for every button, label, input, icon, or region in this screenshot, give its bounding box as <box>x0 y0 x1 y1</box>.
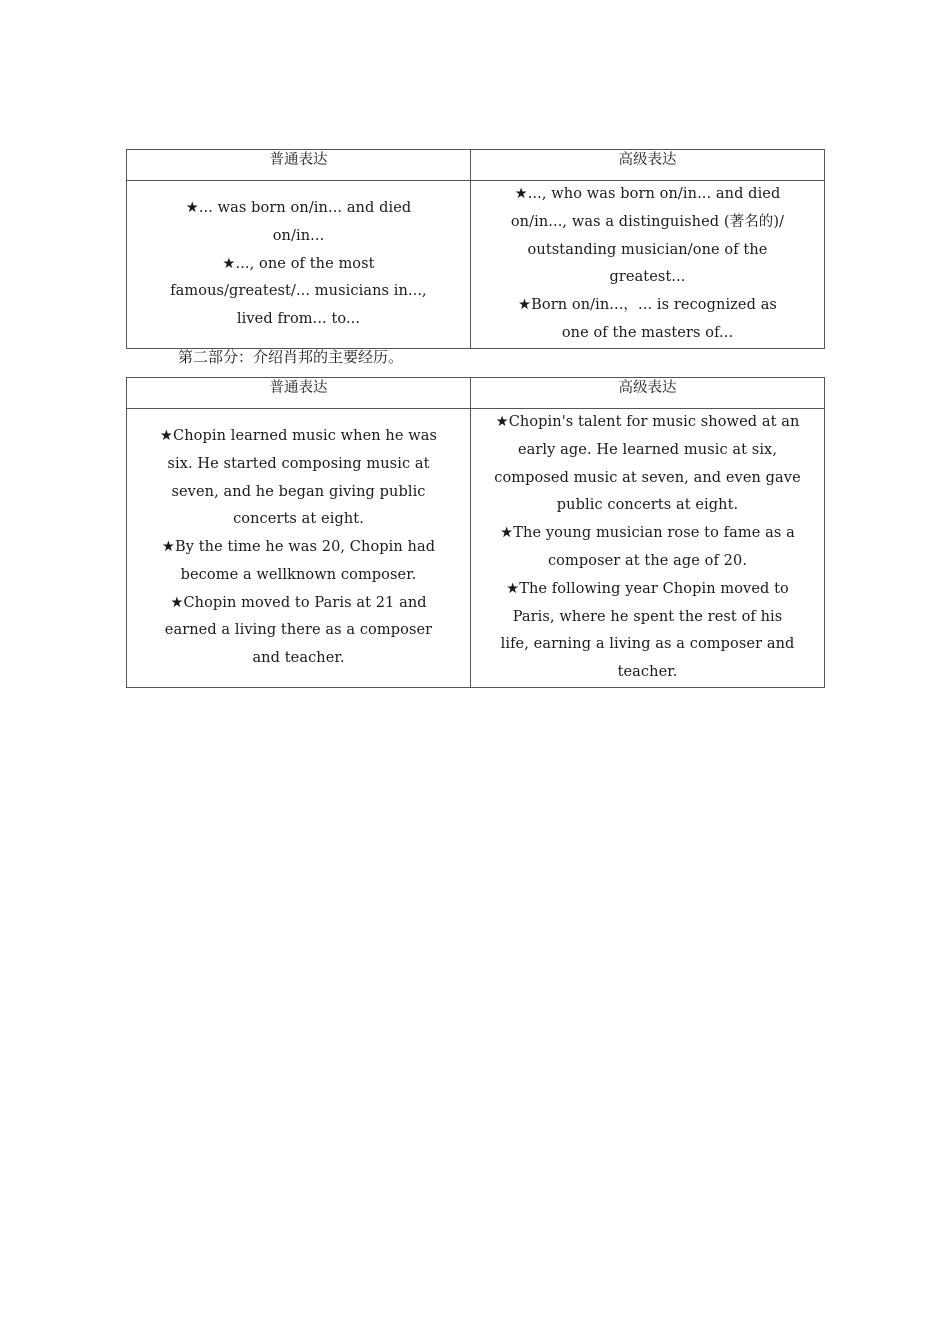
text-line: ★By the time he was 20, Chopin had <box>161 539 436 556</box>
text-line: public concerts at eight. <box>556 497 739 514</box>
text-line: greatest... <box>609 269 686 286</box>
text-line: become a wellknown composer. <box>180 566 417 583</box>
text-line: famous/greatest/... musicians in..., <box>170 283 427 300</box>
text-line: composed music at seven, and even gave <box>494 469 801 486</box>
text-line: Paris, where he spent the rest of his <box>512 608 783 625</box>
header-ordinary-expression: 普通表达 <box>127 378 471 409</box>
text-line: ★Chopin learned music when he was <box>159 427 438 444</box>
table-header-row <box>127 150 825 181</box>
text-line: concerts at eight. <box>233 511 364 528</box>
table-row <box>127 181 825 349</box>
text-line: ★..., who was born on/in... and died <box>514 186 781 202</box>
text-line: ★Born on/in...，... is recognized as <box>518 297 777 314</box>
text-line: ★..., one of the most <box>222 255 375 272</box>
text-line: on/in..., was a distinguished (著名的)/ <box>510 213 785 230</box>
advanced-expression-cell <box>471 181 825 349</box>
table-header-row <box>127 378 825 409</box>
text-line: early age. He learned music at six, <box>517 441 778 458</box>
text-line: teacher. <box>617 664 678 681</box>
expressions-table-part1 <box>126 149 825 349</box>
table-row <box>127 409 825 688</box>
text-line: lived from... to... <box>236 311 361 328</box>
text-line: ★... was born on/in... and died <box>185 200 412 216</box>
text-line: earned a living there as a composer <box>164 622 433 639</box>
text-line: ★Chopin moved to Paris at 21 and <box>170 594 427 611</box>
ordinary-expression-cell <box>127 181 471 349</box>
text-line: seven, and he began giving public <box>171 483 426 500</box>
text-line: ★The following year Chopin moved to <box>506 580 789 597</box>
ordinary-expression-cell <box>127 409 471 688</box>
text-line: six. He started composing music at <box>167 455 430 472</box>
expressions-table-part2 <box>126 377 825 688</box>
section-heading: 第二部分：介绍肖邦的主要经历。 <box>178 348 404 366</box>
text-line: on/in... <box>272 227 325 244</box>
text-line: ★The young musician rose to fame as a <box>500 525 795 542</box>
text-line: ★Chopin's talent for music showed at an <box>495 414 800 430</box>
text-line: life, earning a living as a composer and <box>500 636 795 653</box>
text-line: one of the masters of... <box>561 324 734 341</box>
text-line: and teacher. <box>252 650 345 667</box>
text-line: composer at the age of 20. <box>547 552 748 569</box>
header-advanced-expression: 高级表达 <box>471 378 825 409</box>
header-ordinary-expression: 普通表达 <box>127 150 471 181</box>
header-advanced-expression: 高级表达 <box>471 150 825 181</box>
text-line: outstanding musician/one of the <box>527 241 768 258</box>
advanced-expression-cell <box>471 409 825 688</box>
